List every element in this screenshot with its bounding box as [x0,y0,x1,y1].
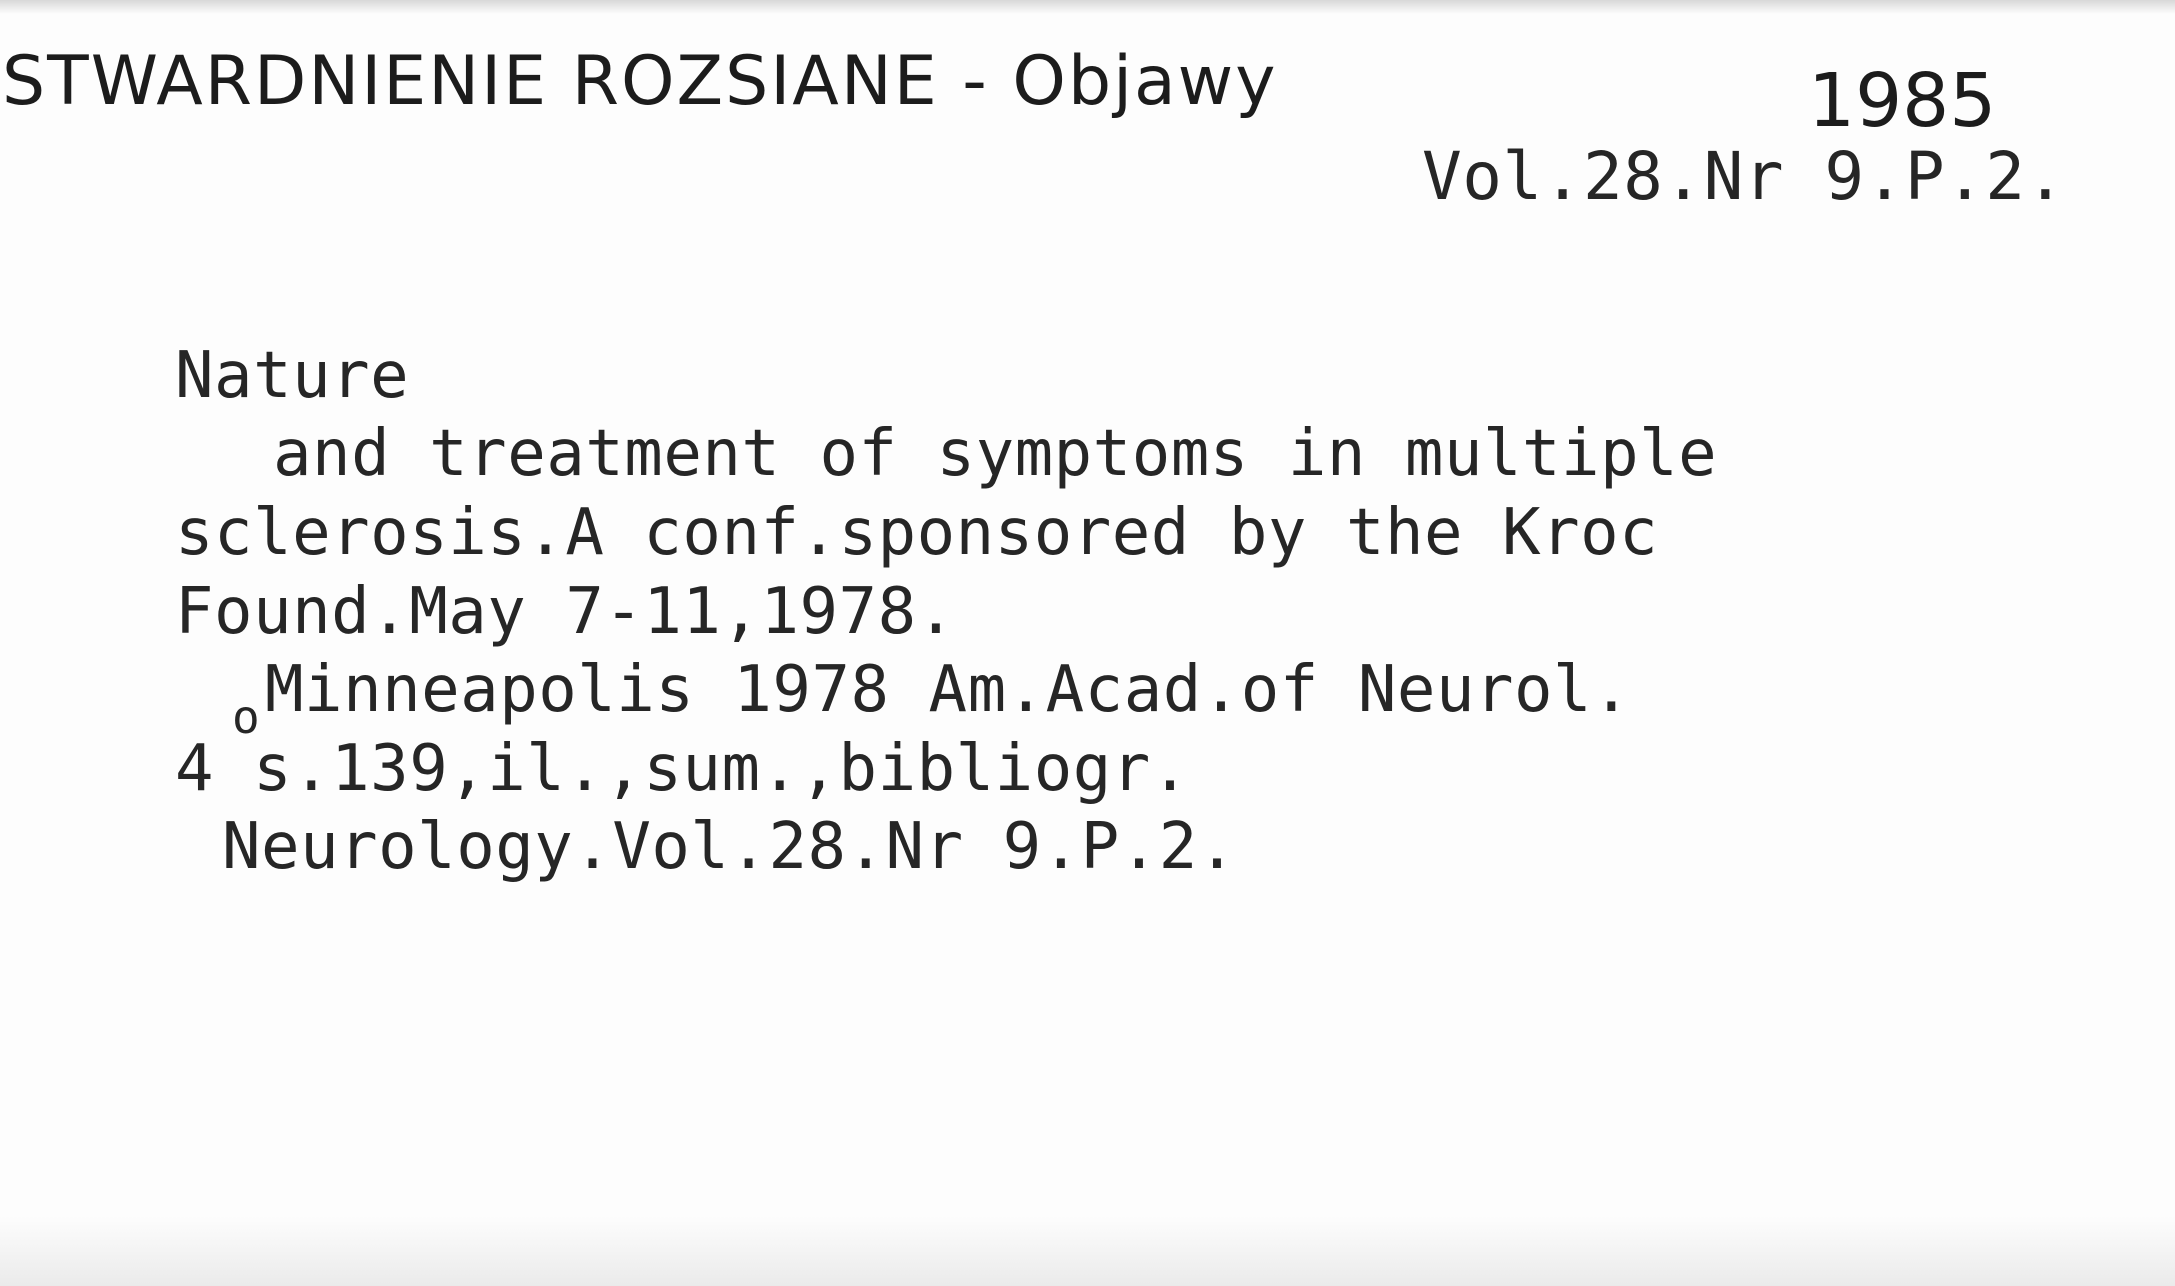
card-bottom-bleed [0,1216,2175,1286]
conference-date-line: Found.May 7-11,1978. [175,575,956,649]
card-top-edge [0,0,2175,14]
imprint-line: Minneapolis 1978 Am.Acad.of Neurol. [265,653,1632,727]
physical-description-line: 4 s.139,il.,sum.,bibliogr. [175,732,1190,806]
subject-heading: STWARDNIENIE ROZSIANE - Objawy [2,42,1278,121]
card-year: 1985 [1808,58,1997,144]
title-line-1: Nature [175,339,410,413]
volume-reference: Vol.28.Nr 9.P.2. [1422,138,2066,215]
title-line-2: and treatment of symptoms in multiple [273,417,1718,491]
format-degree-mark: o [232,690,260,744]
series-line: Neurology.Vol.28.Nr 9.P.2. [222,810,1237,884]
title-line-3: sclerosis.A conf.sponsored by the Kroc [175,496,1659,570]
